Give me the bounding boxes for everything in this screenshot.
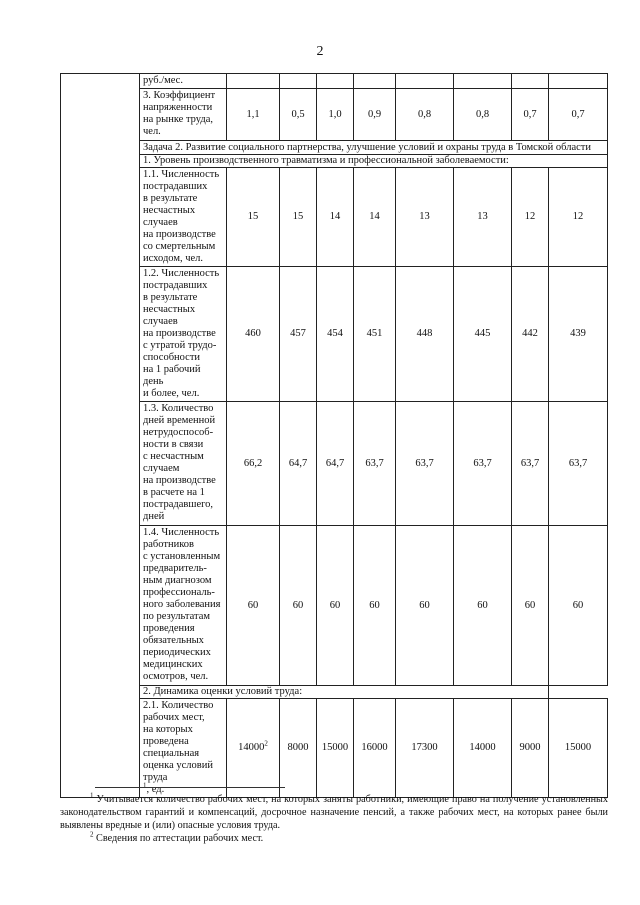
value-cell [396, 74, 454, 89]
indicator-label: 1.3. Количество дней временной нетрудоспособ- ности в связи с несчастным случаем на производстве в расчете на 1 пострадавшего, дней [140, 402, 227, 526]
table-row [61, 141, 608, 155]
value-cell: 63,7 [396, 402, 454, 526]
value-cell: 451 [354, 267, 396, 402]
value-cell: 14 [354, 168, 396, 267]
value-cell: 60 [512, 526, 549, 686]
value-cell: 60 [396, 526, 454, 686]
value-cell [512, 74, 549, 89]
value-cell: 460 [227, 267, 280, 402]
value-cell: 0,9 [354, 89, 396, 141]
value-cell: 63,7 [549, 402, 608, 526]
value-cell: 60 [549, 526, 608, 686]
footnote-1: $^1$ Учитывается количество рабочих мест, на которых заняты работники, имеющие право на получение установленных законодательством гарантий и компенсаций, досрочное назначение пенсий, а также рабочих мест, на которых ранее были выявлены вредные и (или) опасные условия труда. [60, 791, 608, 831]
value-cell: 439 [549, 267, 608, 402]
value-cell: 14 [317, 168, 354, 267]
value-cell: 60 [354, 526, 396, 686]
table-row [61, 686, 608, 699]
value-cell: 60 [227, 526, 280, 686]
table-row [61, 699, 608, 798]
value-cell: 0,7 [512, 89, 549, 141]
value-cell: 12 [512, 168, 549, 267]
value-cell [354, 74, 396, 89]
value-cell: 0,7 [549, 89, 608, 141]
footnote-ref: 1 [143, 781, 147, 790]
table-row [61, 526, 608, 686]
section-heading: 2. Динамика оценки условий труда: [140, 686, 549, 699]
value-cell: 16000 [354, 699, 396, 798]
value-cell: 442 [512, 267, 549, 402]
value-cell: 457 [280, 267, 317, 402]
value-cell: 15000 [549, 699, 608, 798]
table-row [61, 168, 608, 267]
value-cell: 63,7 [512, 402, 549, 526]
value-cell [317, 74, 354, 89]
value-cell: 8000 [280, 699, 317, 798]
value-cell: 64,7 [280, 402, 317, 526]
table-row [61, 402, 608, 526]
indicator-label: 3. Коэффициент напряженности на рынке труда, чел. [140, 89, 227, 141]
value-cell [454, 74, 512, 89]
indicator-label: 2.1. Количество рабочих мест, на которых проведена специальная оценка условий труда $^1$, ед. [140, 699, 227, 798]
value-cell: 60 [280, 526, 317, 686]
value-cell: 63,7 [454, 402, 512, 526]
value-cell: 17300 [396, 699, 454, 798]
value-cell: 63,7 [354, 402, 396, 526]
indicator-label: 1.4. Численность работников с установленным предваритель- ным диагнозом профессиональ- ного заболевания по результатам проведения обязательных периодических медицинских осмотров, чел. [140, 526, 227, 686]
value-cell: 0,8 [396, 89, 454, 141]
value-cell: 454 [317, 267, 354, 402]
section-heading: Задача 2. Развитие социального партнерства, улучшение условий и охраны труда в Томской области [140, 141, 608, 155]
value-cell: 14000 [454, 699, 512, 798]
value-cell: 13 [396, 168, 454, 267]
value-cell: 0,8 [454, 89, 512, 141]
table-row [61, 89, 608, 141]
footnotes [60, 793, 608, 845]
value-cell: 60 [454, 526, 512, 686]
value-cell: 14000$^2$ [227, 699, 280, 798]
indicator-label: 1.2. Численность пострадавших в результате несчастных случаев на производстве с утратой трудо- способности на 1 рабочий день и более, чел. [140, 267, 227, 402]
value-cell: 13 [454, 168, 512, 267]
value-cell: 1,0 [317, 89, 354, 141]
left-blank-column [61, 74, 140, 798]
value-cell: 1,1 [227, 89, 280, 141]
value-cell [280, 74, 317, 89]
indicators-table [60, 73, 608, 798]
value-cell: 66,2 [227, 402, 280, 526]
value-cell: 15 [280, 168, 317, 267]
table-row [61, 74, 608, 89]
section-heading: 1. Уровень производственного травматизма и профессиональной заболеваемости: [140, 155, 608, 168]
page-number: 2 [316, 44, 324, 59]
footnote-2: $^2$ Сведения по аттестации рабочих мест. [90, 830, 264, 844]
value-cell: 12 [549, 168, 608, 267]
value-cell: 448 [396, 267, 454, 402]
footnote-separator [95, 787, 285, 788]
value-cell [549, 74, 608, 89]
value-cell: 15000 [317, 699, 354, 798]
table-row [61, 155, 608, 168]
value-cell [227, 74, 280, 89]
indicator-label: руб./мес. [140, 74, 227, 89]
value-cell: 64,7 [317, 402, 354, 526]
value-cell: 60 [317, 526, 354, 686]
value-cell: 15 [227, 168, 280, 267]
table-row [61, 267, 608, 402]
value-cell: 9000 [512, 699, 549, 798]
value-cell: 445 [454, 267, 512, 402]
footnote-ref: 2 [264, 739, 268, 748]
indicator-label: 1.1. Численность пострадавших в результате несчастных случаев на производстве со смертельным исходом, чел. [140, 168, 227, 267]
value-cell: 0,5 [280, 89, 317, 141]
